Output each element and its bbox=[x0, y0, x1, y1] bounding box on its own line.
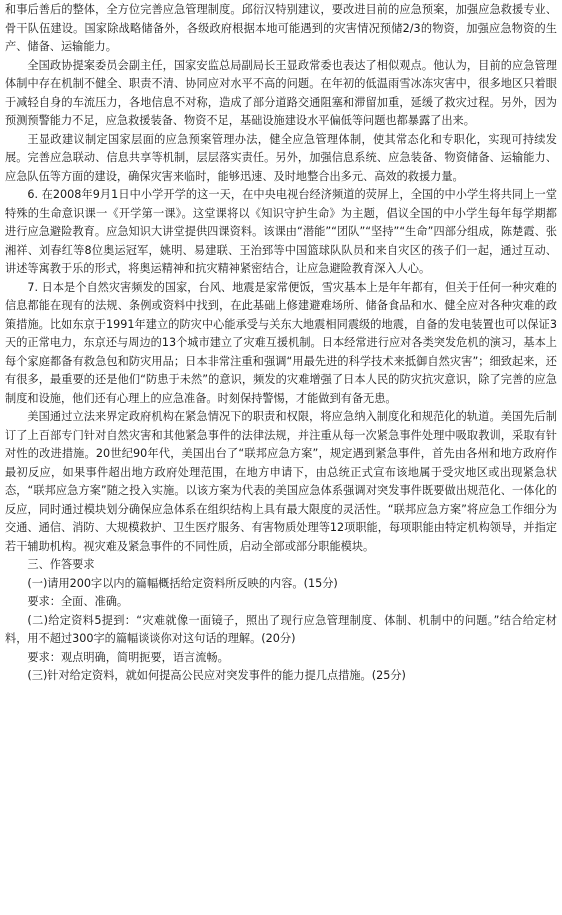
question-2: (二)给定资料5提到：“灾难就像一面镜子，照出了现行应急管理制度、体制、机制中的问题。”结合给定材料，用不超过300字的篇幅谈谈你对这句话的理解。(20分) bbox=[5, 613, 557, 645]
paragraph-1: 和事后善后的整体，全方位完善应急管理制度。邱衍汉特别建议，要改进目前的应急预案，加强应急救援专业、骨干队伍建设。国家除战略储备外，各级政府根据本地可能遇到的灾害情况预储2/3的物资，加强应急物资的生产、储备、运输能力。 bbox=[5, 3, 557, 53]
paragraph-6: 美国通过立法来界定政府机构在紧急情况下的职责和权限，将应急纳入制度化和规范化的轨道。美国先后制订了上百部专门针对自然灾害和其他紧急事件的法律法规，并注重从每一次紧急事件处理中吸取教训，采取有针对性的改进措施。20世纪90年代，美国出台了“联邦应急方案”，规定遇到紧急事件，首先由各州和地方政府作最初反应，如果事件超出地方政府处理范围，在地方申请下，由总统正式宣布该地属于受灾地区或出现紧急状态，“联邦应急方案”随之投入实施。以该方案为代表的美国应急体系强调对突发事件既要做出规范化、一体化的反应，同时通过模块划分确保应急体系在组织结构上具有最大限度的灵活性。“联邦应急方案”将应急工作细分为交通、通信、消防、大规模救护、卫生医疗服务、有害物质处理等12项职能，每项职能由特定机构领导，并指定若干辅助机构。视灾难及紧急事件的不同性质，启动全部或部分职能模块。 bbox=[5, 410, 557, 553]
question-3: (三)针对给定资料，就如何提高公民应对突发事件的能力提几点措施。(25分) bbox=[27, 669, 406, 682]
question-2-requirement: 要求：观点明确，简明扼要，语言流畅。 bbox=[27, 650, 229, 664]
paragraph-3: 王显政建议制定国家层面的应急预案管理办法，健全应急管理体制，使其常态化和专职化，实现可持续发展。完善应急联动、信息共享等机制，层层落实责任。另外，加强信息系统、应急装备、物资储备、运输能力、应急队伍等方面的建设，确保灾害来临时，能够迅速、及时地整合出多元、高效的救援力量。 bbox=[5, 132, 557, 183]
section-heading: 三、作答要求 bbox=[27, 558, 95, 571]
paragraph-4: 6. 在2008年9月1日中小学开学的这一天，在中央电视台经济频道的荧屏上，全国的中小学生将共同上一堂特殊的生命意识课一《开学第一课》。这堂课将以《知识守护生命》为主题，倡议全国的中小学生每年每学期都进行应急避险教育。应急知识大讲堂提供四课资料。该课由“潜能”“团队”“坚持”“生命”四部分组成，陈楚霞、张湘祥、刘春红等8位奥运冠军，姚明、易建联、王治郅等中国篮球队队员和来自灾区的孩子们一起，通过互动、讲述等寓教于乐的形式，将奥运精神和抗灾精神紧密结合，让应急避险教育深入人心。 bbox=[5, 188, 557, 275]
question-1: (一)请用200字以内的篇幅概括给定资料所反映的内容。(15分) bbox=[27, 576, 338, 590]
paragraph-2: 全国政协提案委员会副主任，国家安监总局副局长王显政常委也表达了相似观点。他认为，目前的应急管理体制中存在机制不健全、职责不清、协同应对水平不高的问题。在年初的低温雨雪冰冻灾害中，很多地区只着眼于减轻自身的车流压力，各地信息不对称，造成了部分道路交通阻塞和滞留加重，延缓了救灾过程。另外，因为预测预警能力不足，应急救援装备、物资不足，基础设施建设水平偏低等问题也都暴露了出来。 bbox=[5, 58, 557, 127]
question-1-requirement: 要求：全面、准确。 bbox=[27, 595, 129, 608]
paragraph-5: 7. 日本是个自然灾害频发的国家，台风、地震是家常便饭，雪灾基本上是年年都有，但关于任何一种灾难的信息都能在现有的法规、条例或资料中找到，在此基础上修建避难场所、储备食品和水、健全应对各种灾难的政策措施。比如东京于1991年建立的防灾中心能承受与关东大地震相同震级的地震，自备的发电装置也可以保证3天的正常电力，东京还与周边的13个城市建立了灾难互援机制。日本经常进行应对各类突发危机的演习，基本上每个家庭都备有救急包和防灾用品；日本非常注重和强调“用最先进的科学技术来抵御自然灾害”；细致起来，还有很多，最重要的还是他们“防患于未然”的意识，频发的灾难增强了日本人民的防灾抗灾意识，除了完善的应急制度和设施，他们还有心理上的应急准备。时刻保持警惕，才能做到有备无患。 bbox=[5, 280, 557, 405]
